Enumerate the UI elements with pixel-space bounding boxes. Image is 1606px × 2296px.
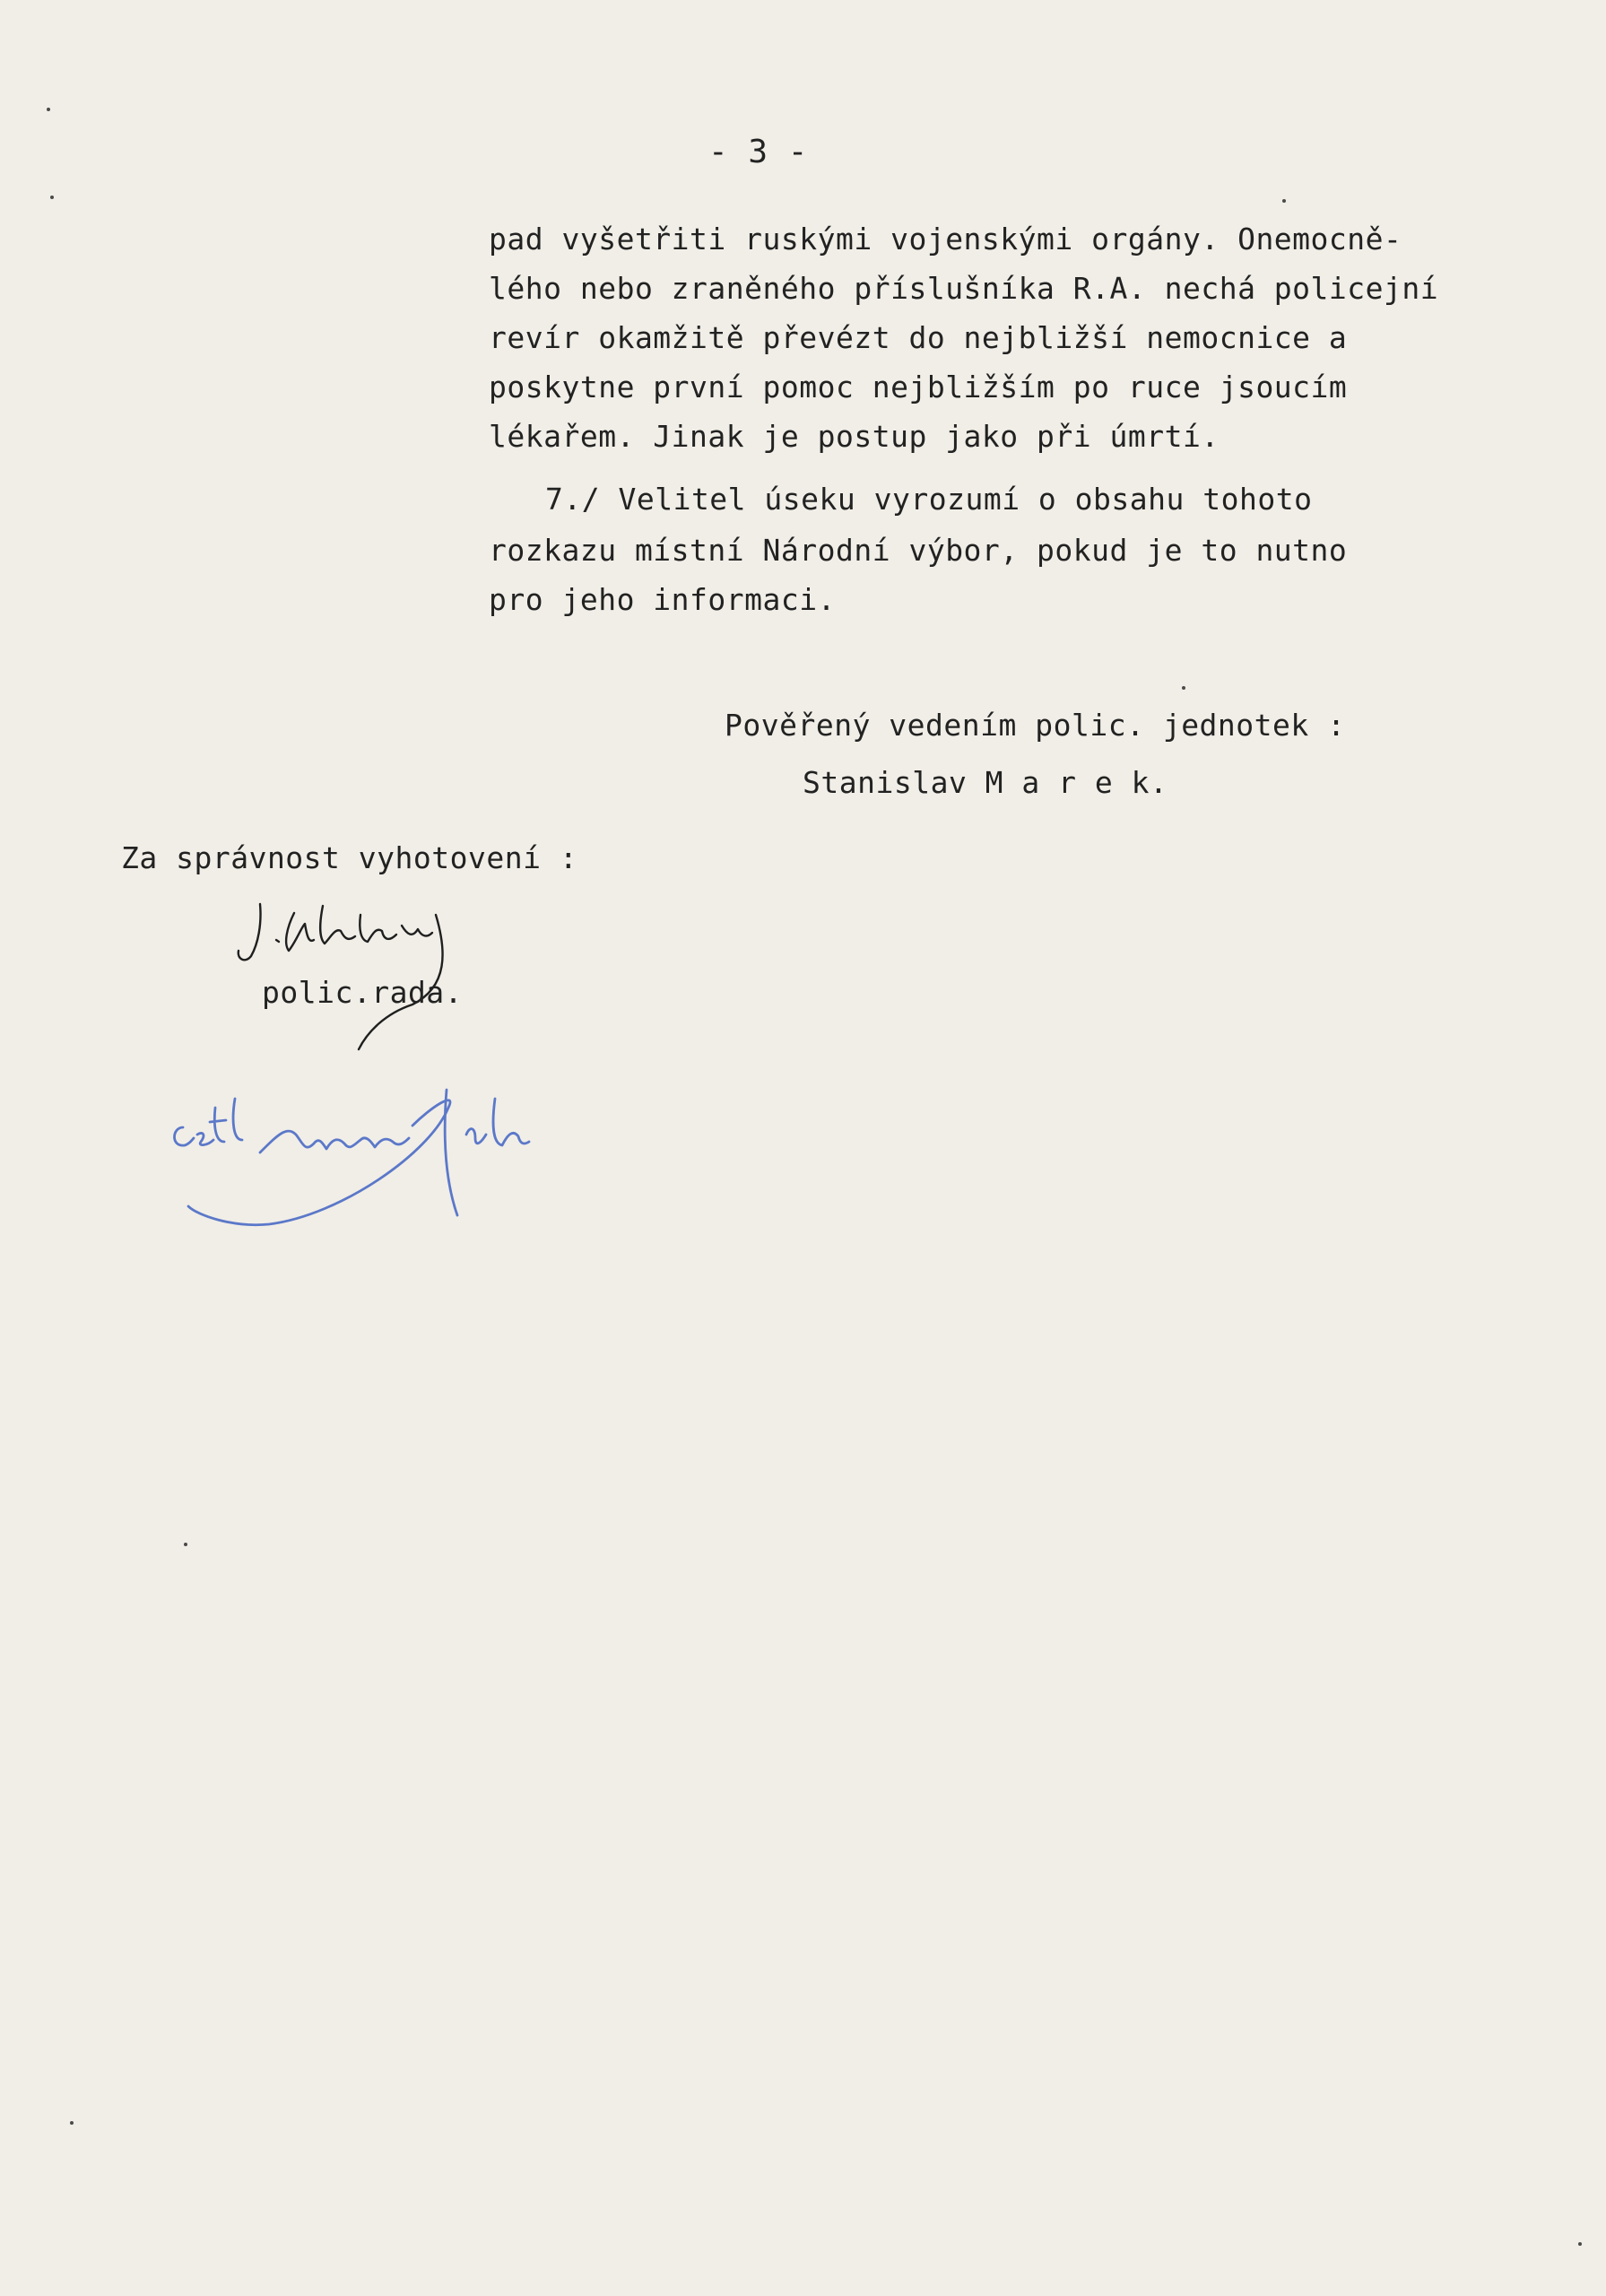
paper-speck xyxy=(1578,2242,1582,2246)
signatory-title: polic.rada. xyxy=(262,975,464,1010)
paper-speck xyxy=(1182,686,1185,690)
body-line: lékařem. Jinak je postup jako při úmrtí. xyxy=(489,419,1220,454)
body-line: revír okamžitě převézt do nejbližší nemocnice a xyxy=(489,320,1348,355)
paper-speck xyxy=(1282,199,1286,203)
body-line: lého nebo zraněného příslušníka R.A. nechá policejní xyxy=(489,271,1439,306)
body-line: poskytne první pomoc nejbližším po ruce jsoucím xyxy=(489,370,1348,404)
paper-speck xyxy=(47,108,50,111)
signatory-name: Stanislav M a r e k. xyxy=(803,765,1168,800)
blue-ink-annotation xyxy=(161,1072,610,1269)
paragraph-7-line: 7./ Velitel úseku vyrozumí o obsahu tohoto xyxy=(545,482,1313,517)
paper-speck xyxy=(70,2121,74,2125)
body-line: pad vyšetřiti ruskými vojenskými orgány. Onemocně- xyxy=(489,222,1402,257)
body-line: pro jeho informaci. xyxy=(489,582,836,617)
body-line: rozkazu místní Národní výbor, pokud je to nutno xyxy=(489,533,1348,568)
paper-speck xyxy=(50,196,54,199)
paper-speck xyxy=(184,1543,187,1546)
page-number: - 3 - xyxy=(708,134,808,170)
certification-label: Za správnost vyhotovení : xyxy=(121,840,578,875)
signatory-role: Pověřený vedením polic. jednotek : xyxy=(725,708,1346,743)
